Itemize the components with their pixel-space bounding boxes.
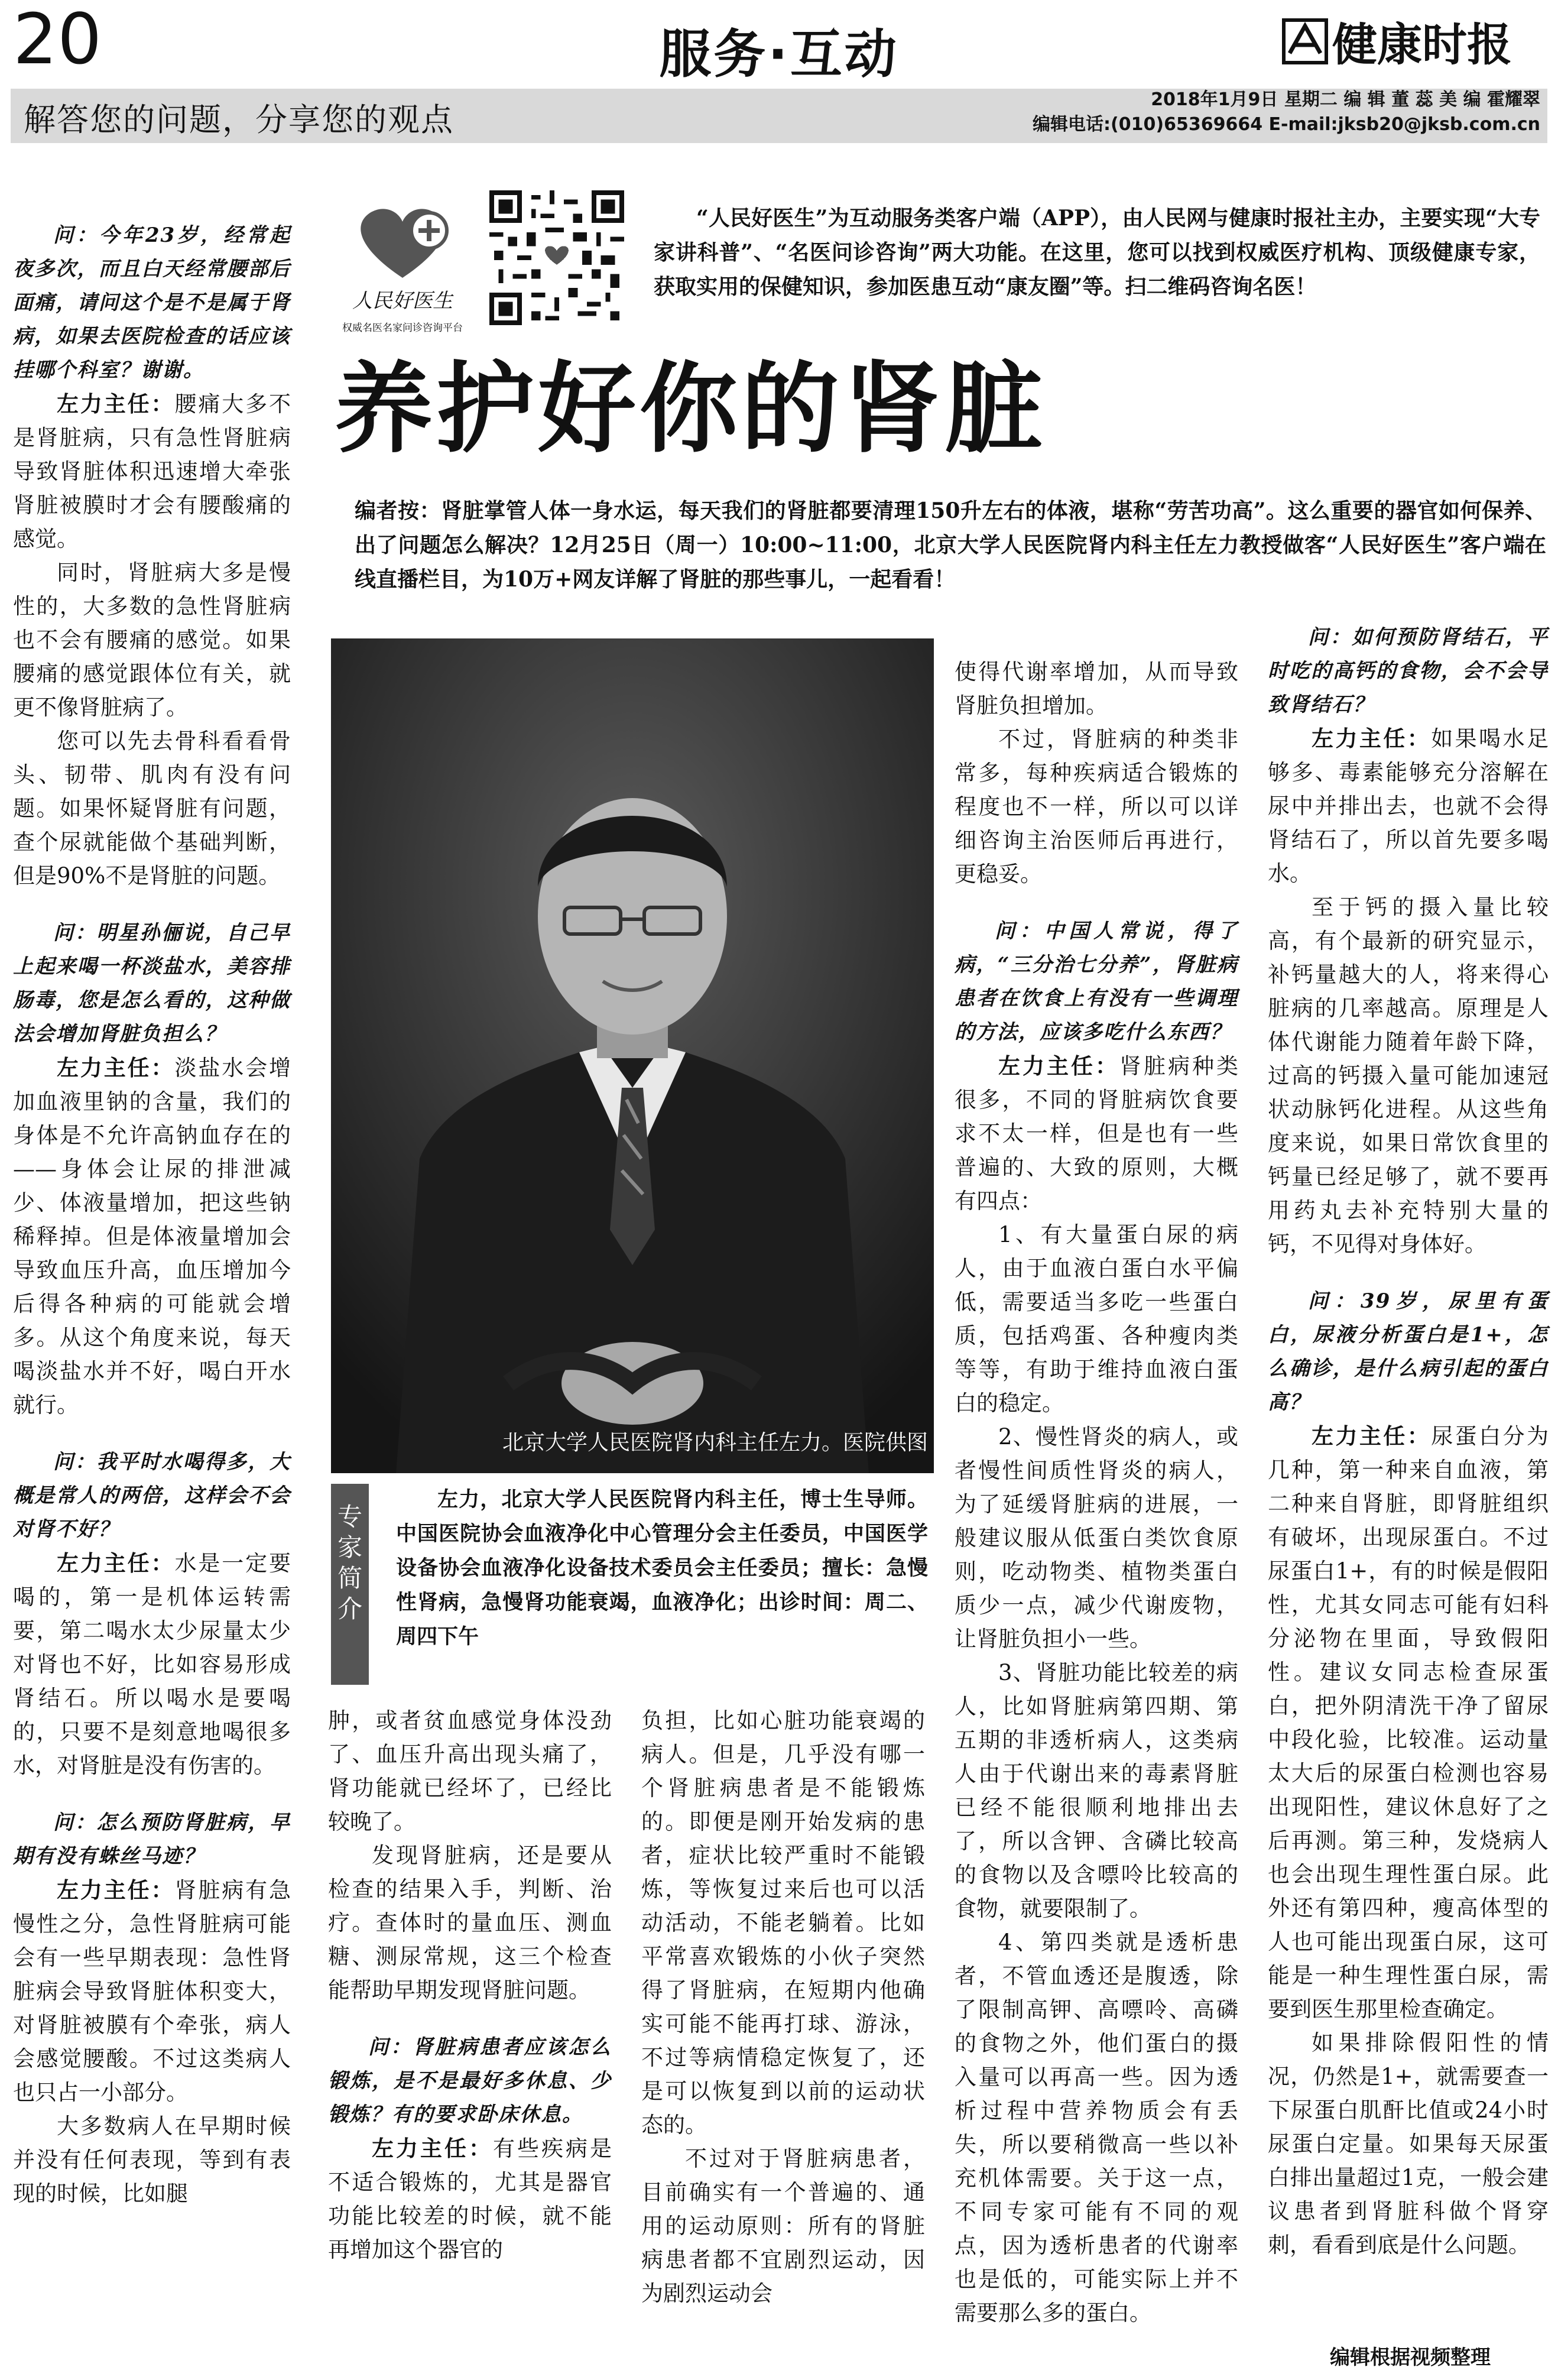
speaker-label: 左力主任： [57, 1550, 175, 1576]
body-paragraph: 肿，或者贫血感觉身体没劲了、血压升高出现头痛了，肾功能就已经坏了，已经比较晚了。 [328, 1708, 612, 1834]
editor-note-label: 编者按： [355, 498, 442, 523]
body-paragraph: 2、慢性肾炎的病人，或者慢性间质性肾炎的病人，为了延缓肾脏病的进展，一般建议服从低蛋白类饮食原则，吃动物类、植物类蛋白质少一点，减少代谢废物，让肾脏负担小一些。 [955, 1424, 1238, 1652]
body-paragraph: 负担，比如心脏功能衰竭的病人。但是，几乎没有哪一个肾脏病患者是不能锻炼的。即便是刚开始发病的患者，症状比较严重时不能锻炼，等恢复过来后也可以活动活动，不能老躺着。比如平常喜欢锻炼的小伙子突然得了肾脏病，在短期内他确实可能不能再打球、游泳，不过等病情稳定恢复了，还是可以恢复到以前的运动状态的。 [641, 1708, 925, 2138]
app-name: 人民好医生 [352, 289, 453, 313]
body-paragraph: 发现肾脏病，还是要从检查的结果入手，判断、治疗。查体时的量血压、测血糖、测尿常规，这三个检查能帮助早期发现肾脏问题。 [328, 1843, 612, 2003]
heart-plus-icon [335, 189, 470, 337]
portrait-icon [331, 638, 934, 1473]
editor-note [355, 494, 1546, 596]
question-paragraph: 问：明星孙俪说，自己早上起来喝一杯淡盐水，美容排肠毒，您是怎么看的，这种做法会增加肾脏负担么？ [13, 921, 291, 1046]
expert-name: 左力， [437, 1487, 502, 1512]
speaker-label: 左力主任： [57, 1055, 175, 1081]
body-paragraph: 不过，肾脏病的种类非常多，每种疾病适合锻炼的程度也不一样，所以可以详细咨询主治医师后再进行，更稳妥。 [955, 727, 1238, 887]
doctor-photo [331, 638, 934, 1473]
answer-paragraph: 左力主任：水是一定要喝的，第一是机体运转需要，第二喝水太少尿量太少对肾也不好，比如容易形成肾结石。所以喝水是要喝的，只要不是刻意地喝很多水，对肾脏是没有伤害的。 [13, 1550, 291, 1778]
editor-footer-note: 编辑根据视频整理 [1330, 2346, 1491, 2369]
question-paragraph: 问：如何预防肾结石，平时吃的高钙的食物，会不会导致肾结石？ [1268, 625, 1549, 716]
body-paragraph: 3、肾脏功能比较差的病人，比如肾脏病第四期、第五期的非透析病人，这类病人由于代谢出来的毒素肾脏已经不能很顺利地排出去了，所以含钾、含磷比较高的食物以及含嘌呤比较高的食物，就要限制了。 [955, 1660, 1238, 1921]
answer-paragraph: 左力主任：尿蛋白分为几种，第一种来自血液，第二种来自肾脏，即肾脏组织有破坏，出现尿蛋白。不过尿蛋白1+，有的时候是假阳性，尤其女同志可能有妇科分泌物在里面，导致假阳性。建议女同志检查尿蛋白，把外阴清洗干净了留尿中段化验，比较准。运动量太大后的尿蛋白检测也容易出现阳性，建议休息好了之后再测。第三种，发烧病人也会出现生理性蛋白尿。此外还有第四种，瘦高体型的人也可能出现蛋白尿，这可能是一种生理性蛋白尿，需要到医生那里检查确定。 [1268, 1423, 1549, 2022]
answer-paragraph: 左力主任：如果喝水足够多、毒素能够充分溶解在尿中并排出去，也就不会得肾结石了，所以首先要多喝水。 [1268, 725, 1549, 886]
speaker-label: 左力主任： [1312, 725, 1432, 751]
section-title: 服务·互动 [659, 24, 899, 85]
tagline: 解答您的问题，分享您的观点 [24, 101, 454, 138]
body-paragraph: 4、第四类就是透析患者，不管血透还是腹透，除了限制高钾、高嘌呤、高磷的食物之外，他们蛋白的摄入量可以再高一些。因为透析过程中营养物质会有丢失，所以要稍微高一些以补充机体需要。关于这一点，不同专家可能有不同的观点，因为透析患者的代谢率也是低的，可能实际上并不需要那么多的蛋白。 [955, 1930, 1238, 2326]
expert-intro-text: 北京大学人民医院肾内科主任，博士生导师。中国医院协会血液净化中心管理分会主任委员，中国医学设备协会血液净化设备技术委员会主任委员；擅长：急慢性肾病，急慢肾功能衰竭，血液净化；出诊时间：周二、周四下午 [396, 1487, 928, 1649]
newspaper-name: 健康时报 [1332, 18, 1512, 71]
text-column-mid-2 [641, 1704, 925, 2310]
body-paragraph: 如果排除假阳性的情况，仍然是1+，就需要查一下尿蛋白肌酐比值或24小时尿蛋白定量。如果每天尿蛋白排出量超过1克，一般会建议患者到肾脏科做个肾穿刺，看看到底是什么问题。 [1268, 2030, 1549, 2258]
question-paragraph: 问：中国人常说，得了病，“三分治七分养”，肾脏病患者在饮食上有没有一些调理的方法，应该多吃什么东西？ [955, 919, 1238, 1044]
text-column-right [1268, 621, 1549, 2262]
contact-line: 编辑电话:(010)65369664 E-mail:jksb20@jksb.com.cn [1033, 114, 1540, 135]
body-paragraph: 使得代谢率增加，从而导致肾脏负担增加。 [955, 659, 1238, 718]
date-line: 2018年1月9日 星期二 编 辑 董 蕊 美 编 霍耀翠 [1151, 89, 1540, 110]
newspaper-logo [1281, 12, 1541, 77]
answer-paragraph: 左力主任：肾脏病种类很多，不同的肾脏病饮食要求不太一样，但是也有一些普遍的、大致的原则，大概有四点： [955, 1053, 1238, 1214]
body-paragraph: 至于钙的摄入量比较高，有个最新的研究显示，补钙量越大的人，将来得心脏病的几率越高。原理是人体代谢能力随着年龄下降，过高的钙摄入量可能加速冠状动脉钙化进程。从这些角度来说，如果日常饮食里的钙量已经足够了，就不要再用药丸去补充特别大量的钙，不见得对身体好。 [1268, 894, 1549, 1257]
body-paragraph: 1、有大量蛋白尿的病人，由于血液白蛋白水平偏低，需要适当多吃一些蛋白质，包括鸡蛋、各种瘦肉类等等，有助于维持血液白蛋白的稳定。 [955, 1222, 1238, 1416]
app-promo-text: “人民好医生”为互动服务类客户端（APP），由人民网与健康时报社主办，主要实现“大专家讲科普”、“名医问诊咨询”两大功能。在这里，您可以找到权威医疗机构、顶级健康专家，获取实用的保健知识，参加医患互动“康友圈”等。扫二维码咨询名医！ [654, 206, 1540, 299]
speaker-label: 左力主任： [1312, 1423, 1432, 1449]
speaker-label: 左力主任： [998, 1053, 1119, 1079]
text-column-mid-1 [328, 1704, 612, 2266]
logo-mark-icon [1281, 12, 1541, 77]
page-number: 20 [13, 0, 102, 80]
answer-paragraph: 左力主任：腰痛大多不是肾脏病，只有急性肾脏病导致肾脏体积迅速增大牵张肾脏被膜时才会有腰酸痛的感觉。 [13, 391, 291, 552]
answer-paragraph: 左力主任：淡盐水会增加血液里钠的含量，我们的身体是不允许高钠血存在的——身体会让尿的排泄减少、体液量增加，把这些钠稀释掉。但是体液量增加会导致血压升高，血压增加今后得各种病的可能就会增多。从这个角度来说，每天喝淡盐水并不好，喝白开水就行。 [13, 1055, 291, 1418]
question-paragraph: 问：怎么预防肾脏病，早期有没有蛛丝马迹？ [13, 1811, 291, 1868]
body-paragraph: 大多数病人在早期时候并没有任何表现，等到有表现的时候，比如腿 [13, 2113, 291, 2206]
speaker-label: 左力主任： [57, 391, 175, 417]
speaker-label: 左力主任： [57, 1877, 175, 1903]
text-column-mid-3 [955, 655, 1238, 2330]
speaker-label: 左力主任： [372, 2135, 493, 2161]
body-paragraph: 不过对于肾脏病患者，目前确实有一个普遍的、通用的运动原则：所有的肾脏病患者都不宜剧烈运动，因为剧烈运动会 [641, 2146, 925, 2306]
body-paragraph: 同时，肾脏病大多是慢性的，大多数的急性肾脏病也不会有腰痛的感觉。如果腰痛的感觉跟体位有关，就更不像肾脏病了。 [13, 560, 291, 720]
answer-paragraph: 左力主任：肾脏病有急慢性之分，急性肾脏病可能会有一些早期表现：急性肾脏病会导致肾脏体积变大，对肾脏被膜有个牵张，病人会感觉腰酸。不过这类病人也只占一小部分。 [13, 1877, 291, 2105]
text-column-left [13, 195, 291, 2210]
editor-note-text: 肾脏掌管人体一身水运，每天我们的肾脏都要清理150升左右的体液，堪称“劳苦功高”。这么重要的器官如何保养、出了问题怎么解决？12月25日（周一）10:00~11:00，北京大学人民医院肾内科主任左力教授做客“人民好医生”客户端在线直播栏目，为10万+网友详解了肾脏的那些事儿，一起看看！ [355, 498, 1546, 592]
expert-intro-tab: 专家简介 [331, 1484, 369, 1685]
body-paragraph: 您可以先去骨科看看骨头、韧带、肌肉有没有问题。如果怀疑肾脏有问题，查个尿就能做个基础判断，但是90%不是肾脏的问题。 [13, 728, 291, 889]
question-paragraph: 问：肾脏病患者应该怎么锻炼，是不是最好多休息、少锻炼？有的要求卧床休息。 [328, 2035, 612, 2126]
edition-info [1033, 87, 1540, 137]
app-logo [335, 189, 470, 337]
app-slogan: 权威名医名家问诊咨询平台 [342, 322, 463, 334]
answer-paragraph: 左力主任：有些疾病是不适合锻炼的，尤其是器官功能比较差的时候，就不能再增加这个器官的 [328, 2135, 612, 2262]
photo-caption: 北京大学人民医院肾内科主任左力。医院供图 [502, 1431, 928, 1455]
qr-code-icon [489, 190, 624, 325]
question-paragraph: 问：今年23岁，经常起夜多次，而且白天经常腰部后面痛，请问这个是不是属于肾病，如果去医院检查的话应该挂哪个科室？谢谢。 [13, 223, 291, 382]
question-paragraph: 问：39岁，尿里有蛋白，尿液分析蛋白是1+，怎么确诊，是什么病引起的蛋白高？ [1268, 1289, 1549, 1414]
article-headline: 养护好你的肾脏 [335, 351, 1046, 466]
expert-intro [396, 1483, 928, 1654]
qr-code[interactable] [489, 190, 624, 325]
question-paragraph: 问：我平时水喝得多，大概是常人的两倍，这样会不会对肾不好？ [13, 1450, 291, 1541]
